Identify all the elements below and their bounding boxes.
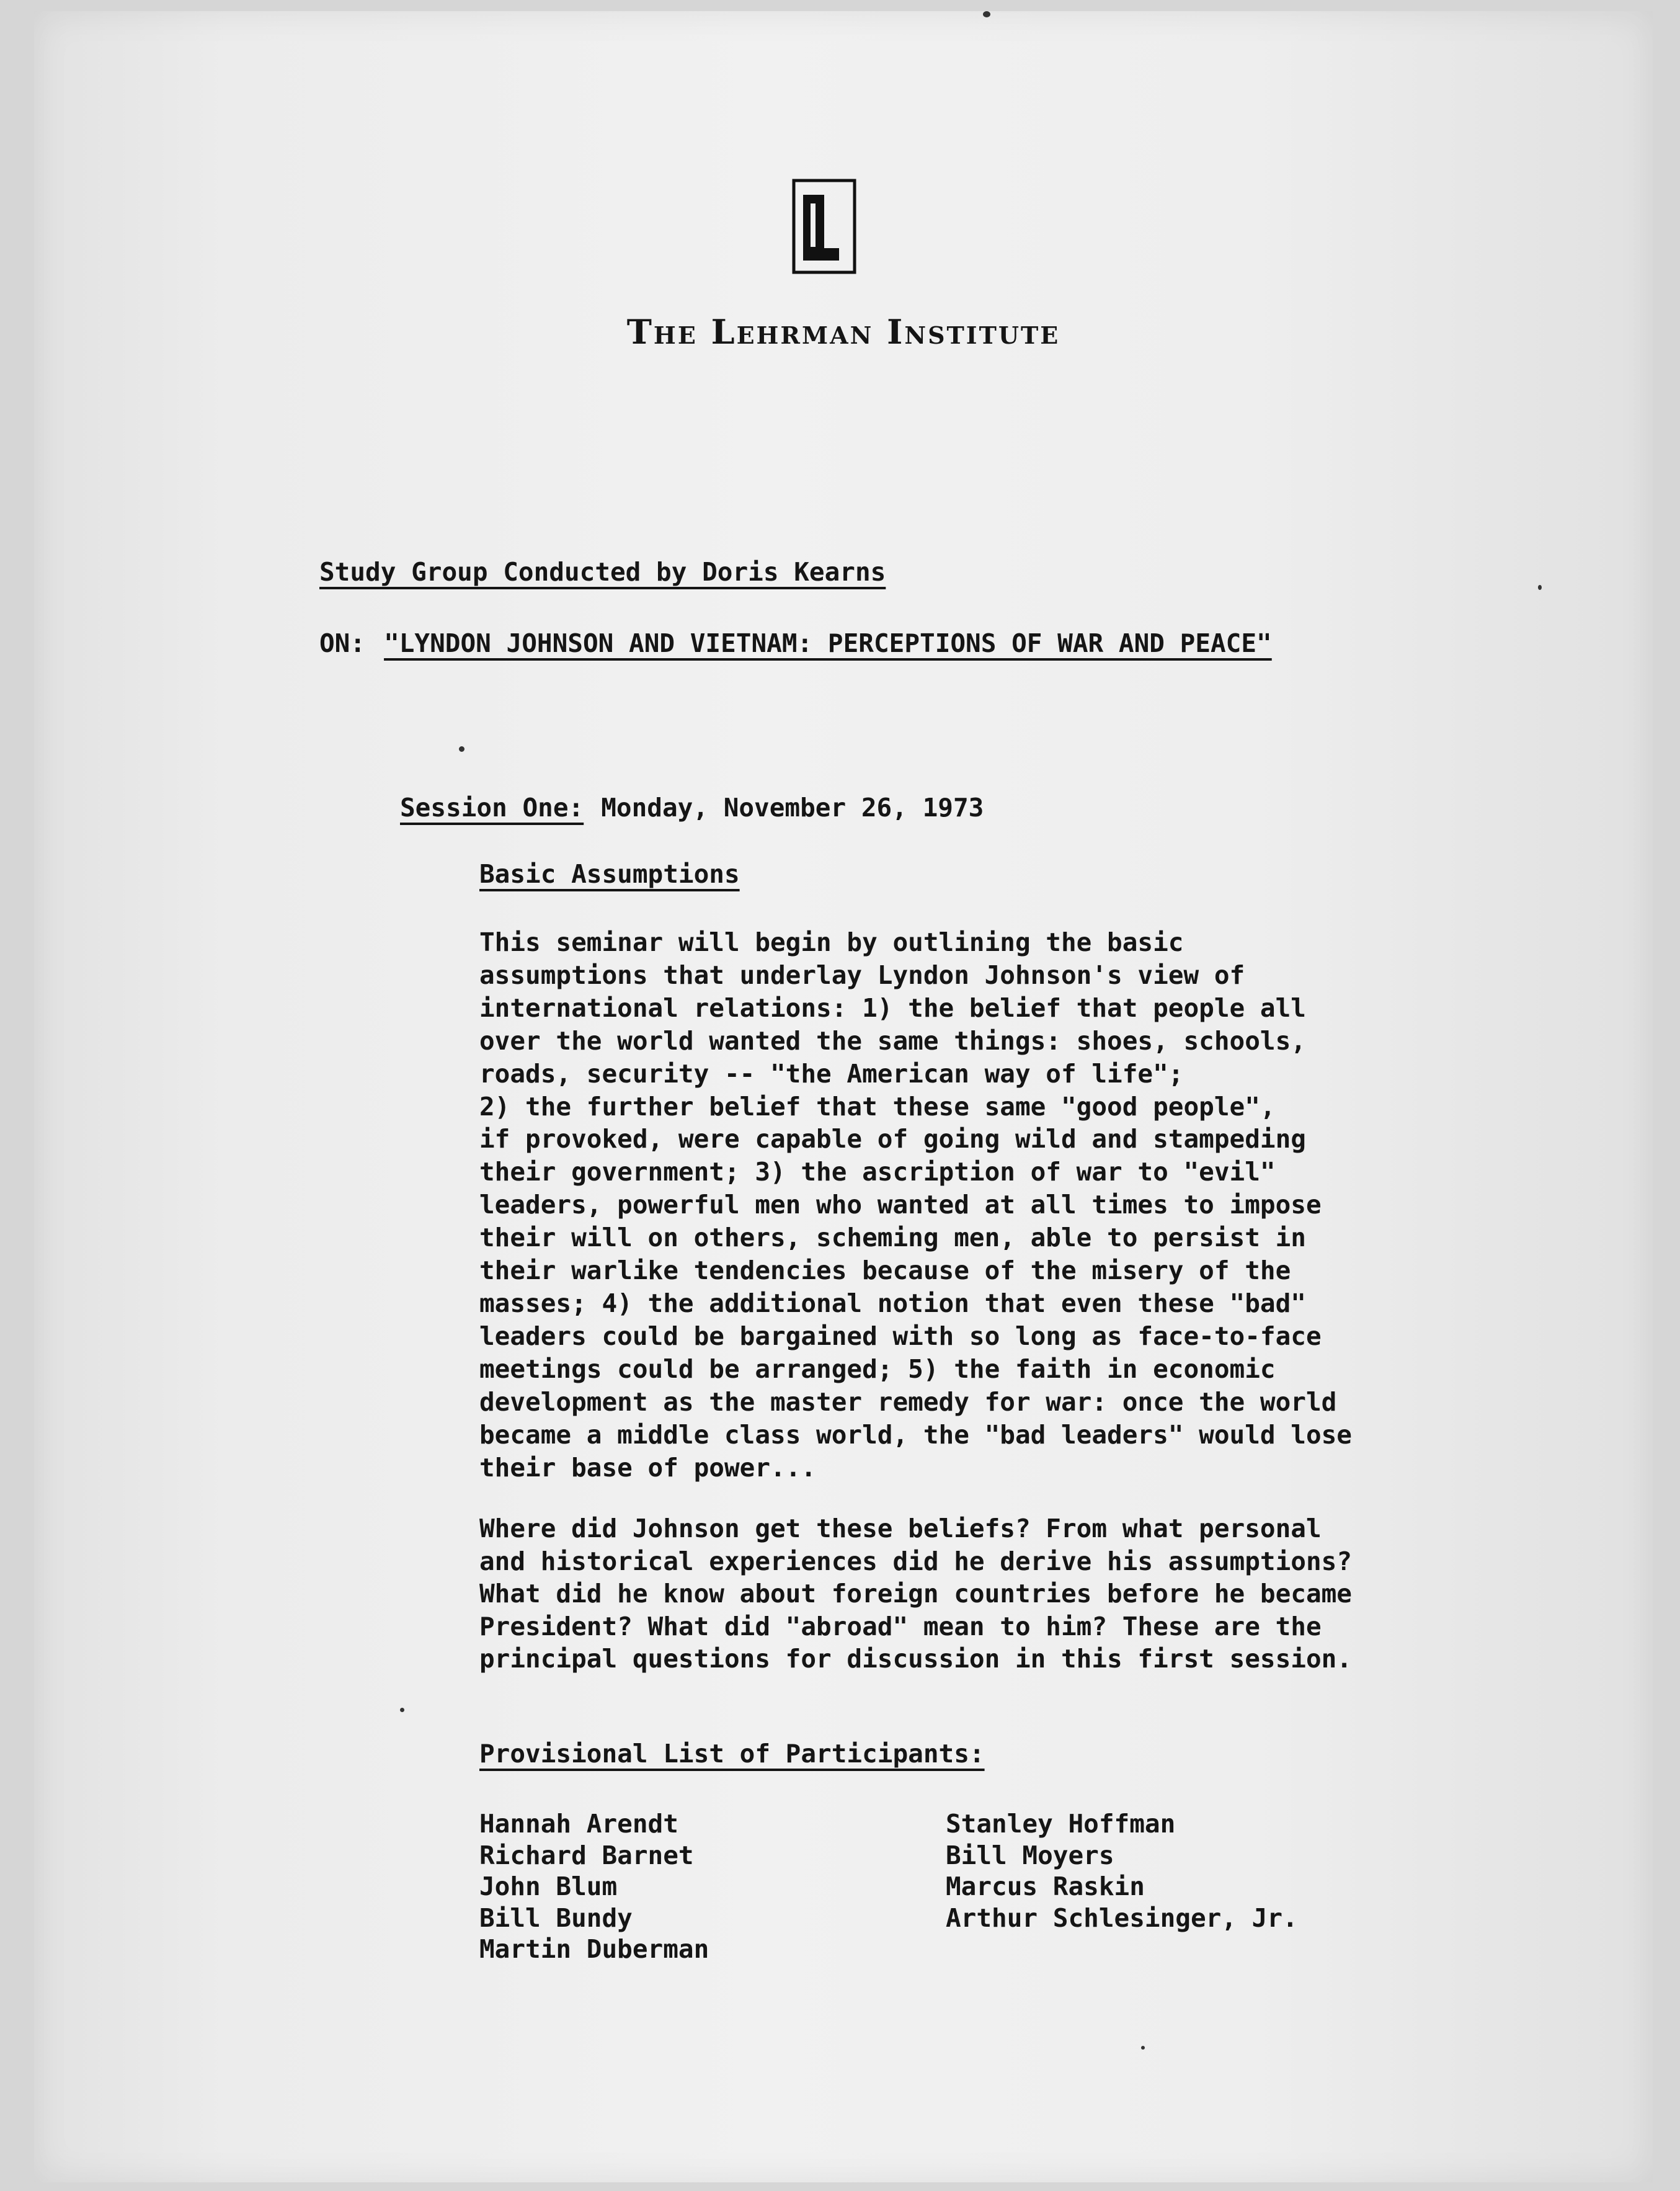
participant-name: Marcus Raskin [946, 1872, 1145, 1901]
paragraph-1-line: international relations: 1) the belief that people all [479, 993, 1306, 1023]
session-label: Session One: [400, 793, 584, 823]
session-date: Monday, November 26, 1973 [601, 793, 984, 823]
lehrman-logo [792, 179, 856, 274]
paragraph-2-line: and historical experiences did he derive his assumptions? [479, 1546, 1352, 1576]
paragraph-2-line: Where did Johnson get these beliefs? From what personal [479, 1514, 1322, 1543]
paragraph-1-line: This seminar will begin by outlining the basic [479, 927, 1184, 957]
participants-column-1 [479, 1808, 709, 1965]
scan-speck [459, 746, 464, 752]
paragraph-2-line: principal questions for discussion in this first session. [479, 1644, 1352, 1674]
paragraph-1-line: roads, security -- "the American way of life"; [479, 1058, 1184, 1089]
paragraph-1-line: 2) the further belief that these same "good people", [479, 1091, 1276, 1122]
paragraph-2 [479, 1512, 1352, 1676]
paragraph-1-line: their base of power... [479, 1452, 817, 1483]
paragraph-1-line: development as the master remedy for war: once the world [479, 1386, 1337, 1417]
paragraph-1-line: leaders could be bargained with so long as face-to-face [479, 1321, 1322, 1351]
scan-speck [1538, 585, 1542, 590]
scan-speck [400, 1708, 404, 1712]
session-line [400, 793, 984, 823]
paragraph-1-line: their government; 3) the ascription of war to "evil" [479, 1157, 1276, 1187]
institute-name: The Lehrman Institute [626, 312, 1060, 352]
participant-name: Martin Duberman [479, 1934, 709, 1964]
participants-heading: Provisional List of Participants: [479, 1739, 985, 1769]
document-page [34, 11, 1653, 2182]
paragraph-2-line: President? What did "abroad" mean to him? These are the [479, 1611, 1322, 1641]
scan-speck [983, 11, 990, 17]
participant-name: Bill Moyers [946, 1840, 1114, 1870]
participant-name: Richard Barnet [479, 1840, 694, 1870]
paragraph-1-line: over the world wanted the same things: shoes, schools, [479, 1025, 1306, 1056]
paragraph-1 [479, 926, 1352, 1484]
paragraph-1-line: became a middle class world, the "bad leaders" would lose [479, 1419, 1352, 1450]
topic-line [319, 628, 1272, 658]
paragraph-1-line: leaders, powerful men who wanted at all times to impose [479, 1190, 1322, 1220]
participant-name: Arthur Schlesinger, Jr. [946, 1903, 1298, 1933]
paragraph-1-line: if provoked, were capable of going wild and stampeding [479, 1124, 1306, 1154]
participant-name: Stanley Hoffman [946, 1809, 1176, 1839]
participant-name: Bill Bundy [479, 1903, 633, 1933]
scan-speck [1141, 2046, 1145, 2050]
paragraph-1-line: masses; 4) the additional notion that even these "bad" [479, 1288, 1306, 1318]
participants-column-2 [946, 1808, 1298, 1934]
participant-name: Hannah Arendt [479, 1809, 678, 1839]
topic-title: "LYNDON JOHNSON AND VIETNAM: PERCEPTIONS OF WAR AND PEACE" [384, 628, 1272, 658]
basic-assumptions-heading: Basic Assumptions [479, 859, 740, 889]
topic-label: ON: [319, 628, 366, 658]
participant-name: John Blum [479, 1872, 618, 1901]
paragraph-1-line: their will on others, scheming men, able to persist in [479, 1223, 1306, 1253]
paragraph-1-line: assumptions that underlay Lyndon Johnson's view of [479, 960, 1245, 990]
paragraph-2-line: What did he know about foreign countries before he became [479, 1579, 1352, 1609]
study-group-line: Study Group Conducted by Doris Kearns [319, 557, 886, 587]
paragraph-1-line: their warlike tendencies because of the misery of the [479, 1256, 1291, 1286]
paragraph-1-line: meetings could be arranged; 5) the faith in economic [479, 1354, 1276, 1384]
